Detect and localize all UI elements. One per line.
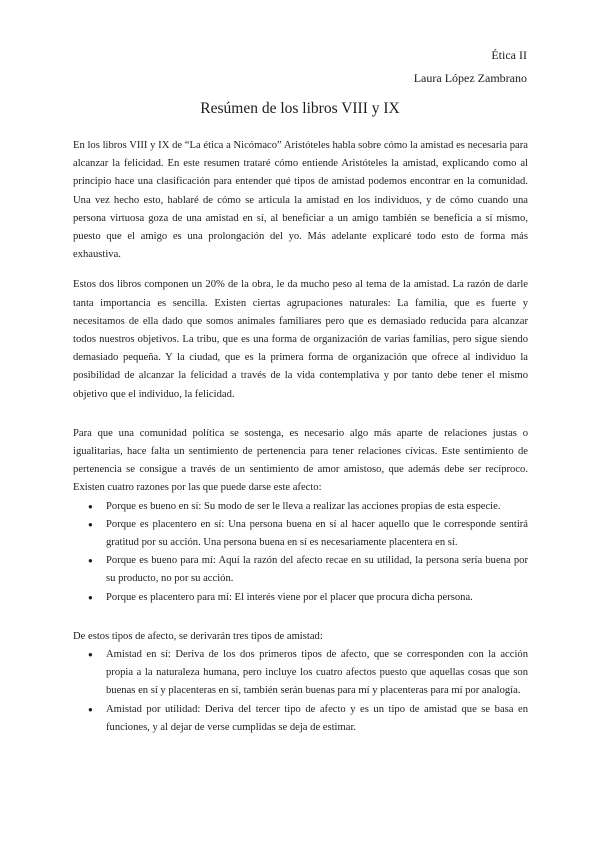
list-item: ● Porque es placentero para mí: El interés viene por el placer que procura dicha persona. [106, 589, 528, 607]
course-name: Ética II [491, 48, 527, 62]
list-item: ● Amistad en sí: Deriva de los dos primeros tipos de afecto, que se corresponden con la acción propia a la naturaleza humana, pero incluye los cuatro afectos puesto que aquellas cosas que son buenas en sí y placenteras en sí, también serán buenas para mí y placenteras para mí por analogía. [106, 646, 528, 701]
paragraph-intro: En los libros VIII y IX de “La ética a Nicómaco” Aristóteles habla sobre cómo la amistad es necesaria para alcanzar la felicidad. En este resumen trataré cómo entiende Aristóteles la amistad, explicando como al principio hace una clasificación para entender qué tipos de amistad podemos encontrar en la comunidad. Una vez hecho esto, hablaré de cómo se articula la amistad en los individuos, y de cómo cuando una persona virtuosa goza de una amistad en sí, al beneficiar a un amigo también se beneficia a sí mismo, puesto que el amigo es una prolongación del yo. Más adelante explicaré todo esto de forma más exhaustiva. [73, 140, 528, 261]
paragraph-natural-groups: Estos dos libros componen un 20% de la obra, le da mucho peso al tema de la amistad. La razón de darle tanta importancia es sencilla. Existen ciertas agrupaciones naturales: La familia, que es fuerte y necesitamos de ella dado que somos animales familiares pero que es demasiado reducida para alcanzar todos nuestros objetivos. La tribu, que es una forma de organización de varias familias, pero sigue siendo demasiado pequeña. Y la ciudad, que es la primera forma de organización que ofrece al individuo la posibilidad de alcanzar la felicidad a través de la vida contemplativa y por tanto debe tener el mismo objetivo que el individuo, la felicidad. [73, 279, 528, 400]
author-name: Laura López Zambrano [413, 71, 527, 85]
document-body [73, 137, 528, 737]
paragraph-political-community: Para que una comunidad política se sostenga, es necesario algo más aparte de relaciones justas o igualitarias, hace falta un sentimiento de pertenencia para tener relaciones cívicas. Este sentimiento de pertenencia se consigue a través de un sentimiento de amor amistoso, que además debe ser recíproco. Existen cuatro razones por las que puede darse este afecto: [73, 427, 528, 494]
paragraph-friendship-types: De estos tipos de afecto, se derivarán tres tipos de amistad: [73, 630, 323, 642]
friendship-types-list [73, 646, 528, 737]
document-header [414, 44, 527, 90]
list-item: ● Amistad por utilidad: Deriva del tercer tipo de afecto y es un tipo de amistad que se basa en funciones, y al dejar de verse cumplidas se deja de estimar. [106, 701, 528, 737]
affection-reasons-list [73, 498, 528, 607]
document-title: Resúmen de los libros VIII y IX [200, 100, 400, 117]
list-item: ● Porque es bueno en sí: Su modo de ser le lleva a realizar las acciones propias de esta especie. [106, 498, 528, 516]
list-item: ● Porque es bueno para mí: Aquí la razón del afecto recae en su utilidad, la persona sería buena por su producto, no por su acción. [106, 552, 528, 588]
list-item: ● Porque es placentero en sí: Una persona buena en sí al hacer aquello que le corresponde sentirá gratitud por su acción. Una persona buena en sí es necesariamente placentera en sí. [106, 516, 528, 552]
